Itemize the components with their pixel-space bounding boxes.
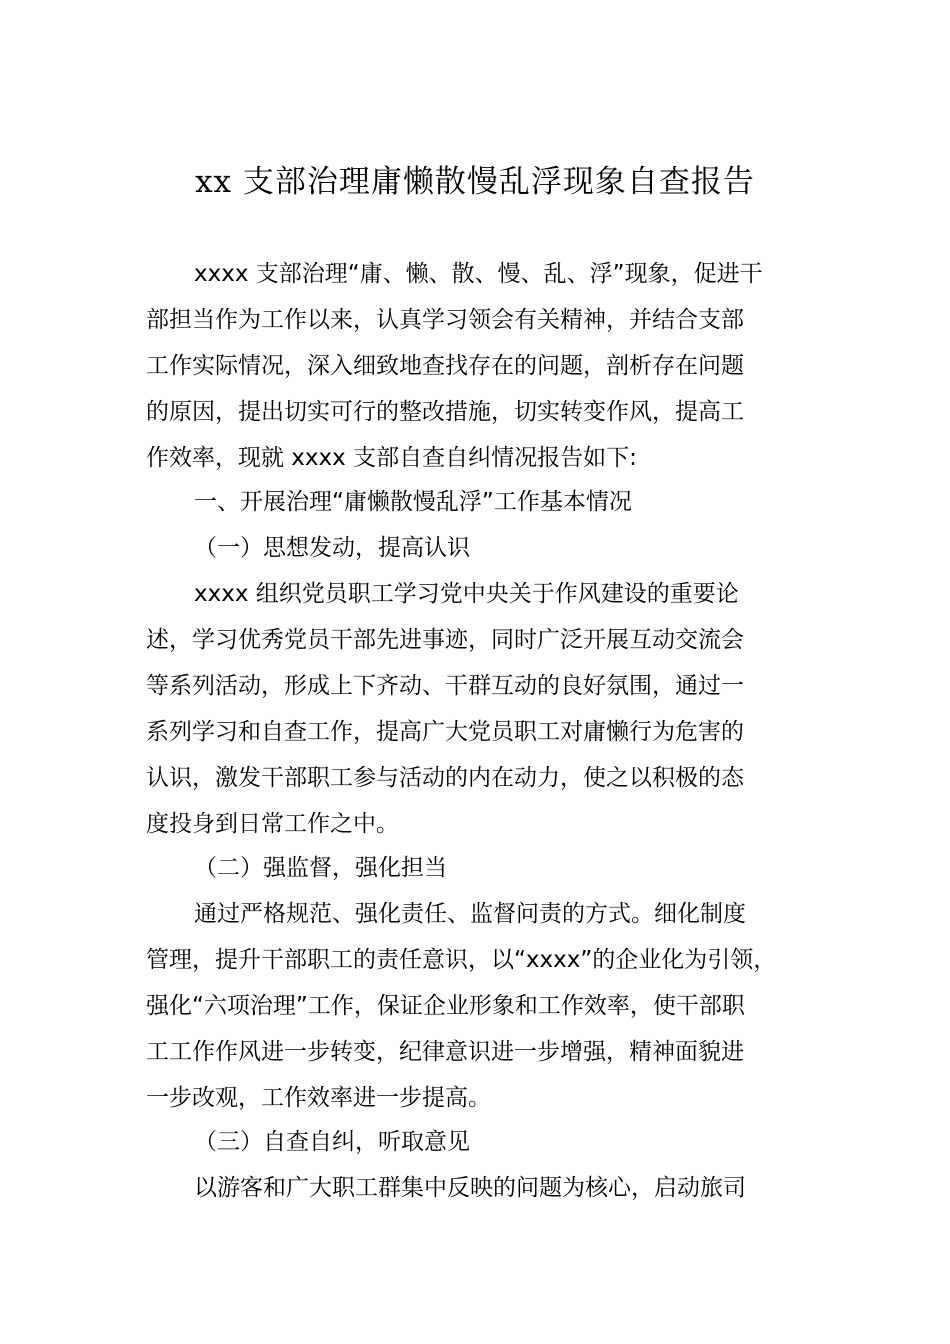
paragraph-line: 管理，提升干部职工的责任意识，以“xxxx”的企业化为引领， (146, 947, 777, 973)
paragraph-line: 等系列活动，形成上下齐动、干群互动的良好氛围，通过一 (146, 673, 744, 699)
section-heading: 一、开展治理“庸懒散慢乱浮”工作基本情况 (194, 489, 632, 515)
subsection-heading: （三）自查自纠，听取意见 (194, 1129, 470, 1155)
paragraph-line: xxxx 组织党员职工学习党中央关于作风建设的重要论 (194, 581, 739, 607)
paragraph-line: 工作实际情况，深入细致地查找存在的问题，剖析存在问题 (146, 353, 744, 379)
paragraph-line: 度投身到日常工作之中。 (146, 811, 399, 837)
paragraph-line: 认识，激发干部职工参与活动的内在动力，使之以积极的态 (146, 765, 744, 791)
paragraph-line: 工工作作风进一步转变，纪律意识进一步增强，精神面貌进 (146, 1039, 744, 1065)
paragraph-line: xxxx 支部治理“庸、懒、散、慢、乱、浮”现象，促进干 (194, 261, 763, 287)
subsection-heading: （一）思想发动，提高认识 (194, 535, 470, 561)
paragraph-line: 的原因，提出切实可行的整改措施，切实转变作风，提高工 (146, 399, 744, 425)
paragraph-line: 作效率，现就 xxxx 支部自查自纠情况报告如下: (146, 445, 637, 471)
subsection-heading: （二）强监督，强化担当 (194, 855, 447, 881)
document-title: xx 支部治理庸懒散慢乱浮现象自查报告 (195, 164, 755, 200)
paragraph-line: 系列学习和自查工作，提高广大党员职工对庸懒行为危害的 (146, 719, 744, 745)
paragraph-line: 述，学习优秀党员干部先进事迹，同时广泛开展互动交流会 (146, 627, 744, 653)
paragraph-line: 部担当作为工作以来，认真学习领会有关精神，并结合支部 (146, 307, 744, 333)
paragraph-line: 强化“六项治理”工作，保证企业形象和工作效率，使干部职 (146, 993, 745, 1019)
paragraph-line: 以游客和广大职工群集中反映的问题为核心，启动旅司 (194, 1175, 746, 1201)
paragraph-line: 通过严格规范、强化责任、监督问责的方式。细化制度 (194, 901, 746, 927)
paragraph-line: 一步改观，工作效率进一步提高。 (146, 1085, 491, 1111)
